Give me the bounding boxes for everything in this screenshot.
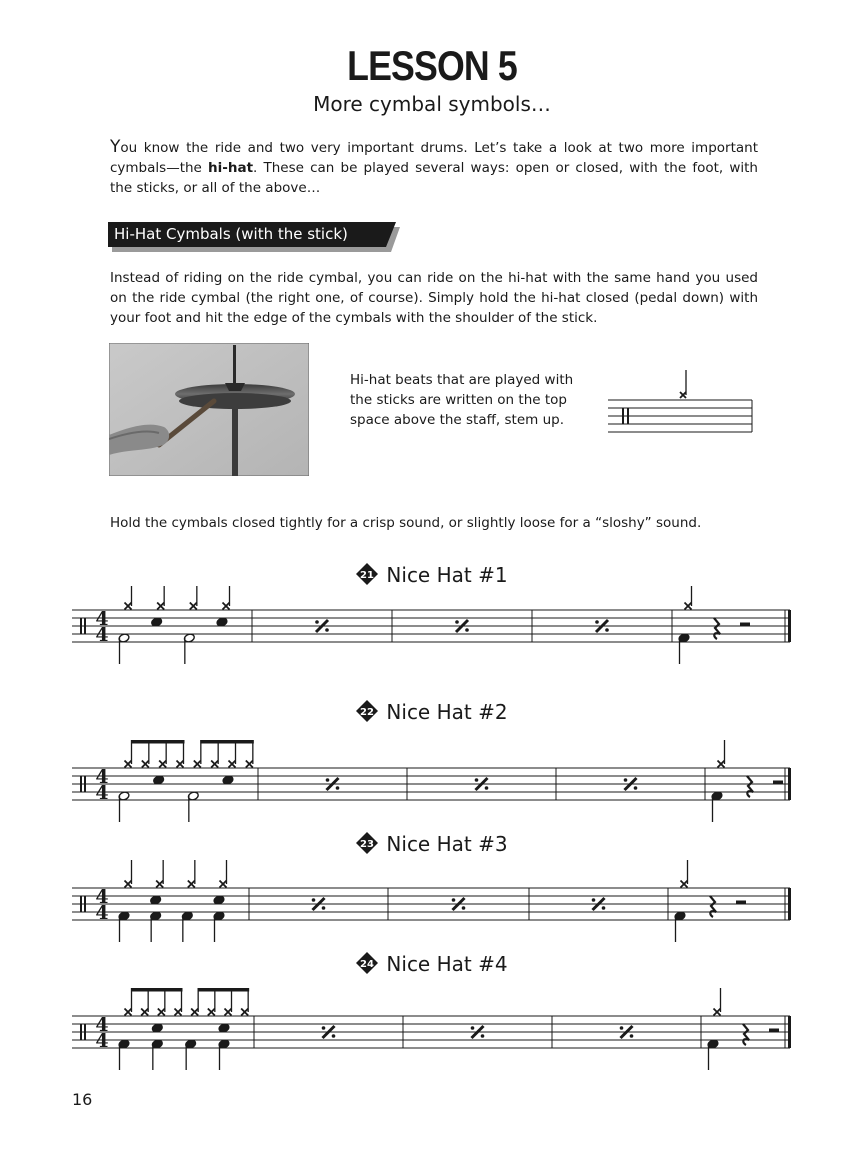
measure-repeat-sign [465, 628, 469, 632]
measure-repeat-sign [315, 620, 319, 624]
staff-lines [72, 768, 791, 800]
percussion-clef [80, 776, 82, 792]
tip-paragraph: Hold the cymbals closed tightly for a crisp sound, or slightly loose for a “sloshy” sound. [110, 515, 702, 531]
measure-repeat-sign [332, 1034, 336, 1038]
measure-repeat-sign [624, 778, 628, 782]
measure-repeat-sign [471, 1026, 475, 1030]
measure-repeat-sign [605, 628, 609, 632]
hi-hat-notation-example [606, 368, 756, 434]
half-rest [769, 1029, 779, 1033]
percussion-clef [80, 1024, 82, 1040]
eighth-beam [131, 988, 183, 992]
percussion-clef [84, 776, 86, 792]
final-barline [788, 888, 791, 920]
section-heading-label: Hi-Hat Cymbals (with the stick) [114, 225, 348, 243]
intro-paragraph [110, 137, 758, 198]
notation-hint: Hi-hat beats that are played with the sticks are written on the top space above the staff, stem up. [350, 372, 574, 428]
measure-repeat-sign [325, 628, 329, 632]
eighth-beam [198, 988, 250, 992]
measure-repeat-sign [475, 778, 479, 782]
drum-staff-1 [0, 586, 864, 696]
section-heading [108, 222, 398, 248]
measure-repeat-sign [595, 620, 599, 624]
time-signature-top: 4 [95, 766, 109, 788]
measure-repeat-sign [602, 906, 606, 910]
intro-text-2: . These can be played several ways: open or closed, with the foot, with the sticks, or all of the above… [110, 160, 758, 196]
svg-text:21: 21 [360, 570, 375, 581]
time-signature-bottom: 4 [95, 902, 109, 924]
staff-notes [118, 988, 779, 1070]
measure-repeat-sign [462, 906, 466, 910]
intro-text-1: ou know the ride and two very important drums. Let’s take a look at two more important cymbals—the [110, 140, 758, 176]
example-title [0, 700, 864, 724]
hi-hat-photo [109, 343, 309, 476]
staff-lines [72, 1016, 791, 1048]
time-signature-bottom: 4 [95, 782, 109, 804]
measure-repeat-sign [326, 778, 330, 782]
measure-repeat-sign [620, 1026, 624, 1030]
percussion-clef [84, 896, 86, 912]
intro-bold-term: hi-hat [208, 160, 254, 176]
lesson-subtitle: More cymbal symbols… [313, 92, 551, 116]
measure-repeat-sign [485, 786, 489, 790]
eighth-beam [131, 740, 185, 744]
svg-text:23: 23 [360, 839, 375, 850]
percussion-clef [84, 618, 86, 634]
time-signature-top: 4 [95, 1014, 109, 1036]
drum-staff-3 [0, 850, 864, 960]
svg-text:22: 22 [360, 707, 375, 718]
example-title [0, 563, 864, 587]
measure-repeat-sign [336, 786, 340, 790]
quarter-rest [714, 618, 720, 639]
intro-drop-letter: Y [110, 137, 121, 157]
example-title-text: Nice Hat #1 [386, 563, 508, 587]
track-badge-icon [356, 700, 378, 722]
measure-repeat-sign [322, 906, 326, 910]
quarter-rest [710, 896, 716, 917]
example-title-text: Nice Hat #2 [386, 700, 508, 724]
final-barline [788, 768, 791, 800]
percussion-clef [80, 896, 82, 912]
drum-staff-2 [0, 722, 864, 832]
ride-paragraph: Instead of riding on the ride cymbal, you can ride on the hi-hat with the same hand you used on the ride cymbal (the right one, of course). Simply hold the hi-hat closed (pedal down) with your foot and hit the edge of the cymbals with the shoulder of the stick. [110, 270, 758, 326]
measure-repeat-sign [452, 898, 456, 902]
svg-text:24: 24 [360, 959, 375, 970]
staff-notes [118, 740, 783, 822]
final-barline [788, 610, 791, 642]
page-number: 16 [72, 1090, 93, 1109]
half-rest [773, 781, 783, 785]
staff-notes [118, 586, 750, 664]
half-rest [740, 623, 750, 627]
time-signature-top: 4 [95, 886, 109, 908]
drum-staff-4 [0, 976, 864, 1086]
measure-repeat-sign [481, 1034, 485, 1038]
time-signature-top: 4 [95, 608, 109, 630]
time-signature-bottom: 4 [95, 624, 109, 646]
percussion-clef [84, 1024, 86, 1040]
measure-repeat-sign [634, 786, 638, 790]
time-signature-bottom: 4 [95, 1030, 109, 1052]
example-title-text: Nice Hat #4 [386, 952, 508, 976]
eighth-beam [200, 740, 254, 744]
measure-repeat-sign [630, 1034, 634, 1038]
staff-notes [118, 860, 746, 942]
measure-repeat-sign [455, 620, 459, 624]
measure-repeat-sign [322, 1026, 326, 1030]
half-rest [736, 901, 746, 905]
example-title-text: Nice Hat #3 [386, 832, 508, 856]
measure-repeat-sign [312, 898, 316, 902]
lesson-title: LESSON 5 [347, 42, 517, 89]
quarter-rest [747, 776, 753, 797]
percussion-clef [80, 618, 82, 634]
track-badge-icon [356, 563, 378, 585]
measure-repeat-sign [592, 898, 596, 902]
final-barline [788, 1016, 791, 1048]
quarter-rest [743, 1024, 749, 1045]
